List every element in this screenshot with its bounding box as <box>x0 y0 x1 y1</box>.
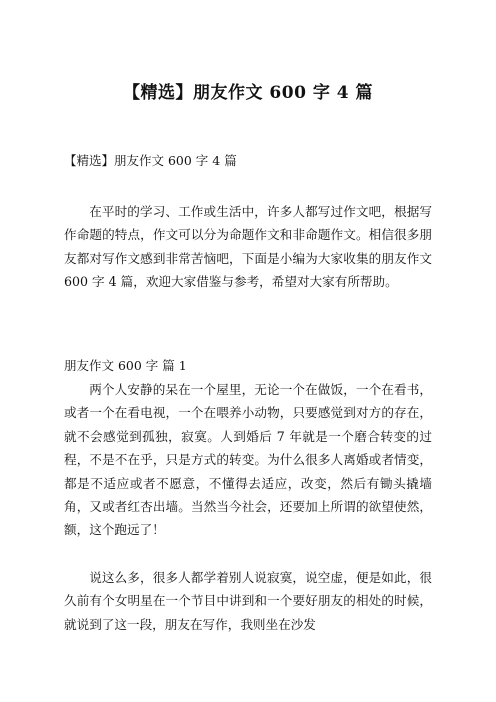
section-heading: 朋友作文 600 字 篇 1 <box>64 358 187 373</box>
intro-paragraph: 在平时的学习、工作或生活中，许多人都写过作文吧，根据写作命题的特点，作文可以分为命题作文和非命题作文。相信很多朋友都对写作文感到非常苦恼吧，下面是小编为大家收集的朋友作文 600 字 4 篇，欢迎大家借鉴与参考，希望对大家有所帮助。 <box>64 204 432 290</box>
body-paragraph-2: 说这么多，很多人都学着别人说寂寞，说空虚，便是如此，很久前有个女明星在一个节目中讲到和一个要好朋友的相处的时候，就说到了这一段，朋友在写作，我则坐在沙发 <box>64 570 432 632</box>
document-subtitle: 【精选】朋友作文 600 字 4 篇 <box>64 153 237 168</box>
body-paragraph-1: 两个人安静的呆在一个屋里，无论一个在做饭，一个在看书，或者一个在看电视，一个在喂养小动物，只要感觉到对方的存在，就不会感觉到孤独，寂寞。人到婚后 7 年就是一个磨合转变的过程，不是不在乎，只是方式的转变。为什么很多人离婚或者情变，都是不适应或者不愿意，不懂得去适应，改变，然后有锄头撬墙角，又或者红杏出墙。当然当今社会，还要加上所谓的欲望使然，额，这个跑远了！ <box>64 382 432 538</box>
document-title: 【精选】朋友作文 600 字 4 篇 <box>123 83 373 103</box>
